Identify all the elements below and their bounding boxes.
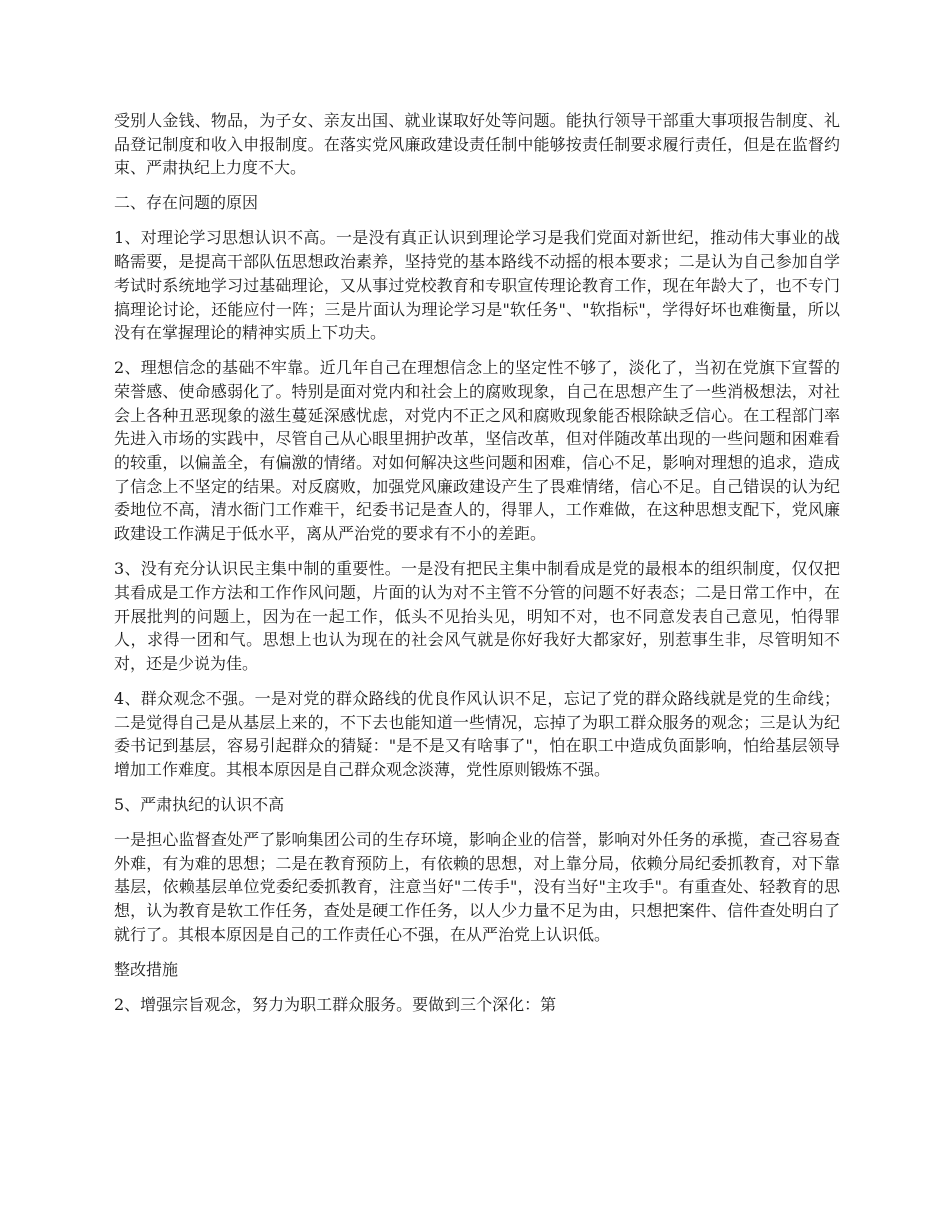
paragraph-measure-2: 2、增强宗旨观念，努力为职工群众服务。要做到三个深化：第 <box>114 994 557 1014</box>
paragraph-cause-3: 3、没有充分认识民主集中制的重要性。一是没有把民主集中制看成是党的最根本的组织制度，仅仅把其看成是工作方法和工作作风问题，片面的认为对不主管不分管的问题不好表态；二是日常工作中，在开展批判的问题上，因为在一起工作，低头不见抬头见，明知不对，也不同意发表自己意见，怕得罪人，求得一团和气。思想上也认为现在的社会风气就是你好我好大都家好，别惹事生非，尽管明知不对，还是少说为佳。 <box>114 559 840 673</box>
paragraph-intro: 受别人金钱、物品，为子女、亲友出国、就业谋取好处等问题。能执行领导干部重大事项报告制度、礼品登记制度和收入申报制度。在落实党风廉政建设责任制中能够按责任制要求履行责任，但是在监督约束、严肃执纪上力度不大。 <box>114 111 840 178</box>
section-heading-measures: 整改措施 <box>114 959 179 979</box>
paragraph-cause-1: 1、对理论学习思想认识不高。一是没有真正认识到理论学习是我们党面对新世纪，推动伟大事业的战略需要，是提高干部队伍思想政治素养，坚持党的基本路线不动摇的根本要求；二是认为自己参加自学考试时系统地学习过基础理论，又从事过党校教育和专职宣传理论教育工作，现在年龄大了，也不专门搞理论讨论，还能应付一阵；三是片面认为理论学习是"软任务"、"软指标"，学得好坏也难衡量，所以没有在掌握理论的精神实质上下功夫。 <box>114 228 840 343</box>
paragraph-cause-2: 2、理想信念的基础不牢靠。近几年自己在理想信念上的坚定性不够了，淡化了，当初在党旗下宣誓的荣誉感、使命感弱化了。特别是面对党内和社会上的腐败现象，自己在思想产生了一些消极想法，对社会上各种丑恶现象的滋生蔓延深感忧虑，对党内不正之风和腐败现象能否根除缺乏信心。在工程部门率先进入市场的实践中，尽管自己从心眼里拥护改革，坚信改革，但对伴随改革出现的一些问题和困难看的较重，以偏盖全，有偏激的情绪。对如何解决这些问题和困难，信心不足，影响对理想的追求，造成了信念上不坚定的结果。对反腐败，加强党风廉政建设产生了畏难情绪，信心不足。自己错误的认为纪委地位不高，清水衙门工作难干，纪委书记是查人的，得罪人，工作难做，在这种思想支配下，党风廉政建设工作满足于低水平，离从严治党的要求有不小的差距。 <box>114 358 840 544</box>
section-heading-causes: 二、存在问题的原因 <box>114 193 259 213</box>
paragraph-cause-5-title: 5、严肃执纪的认识不高 <box>114 795 285 815</box>
paragraph-cause-5-body: 一是担心监督查处严了影响集团公司的生存环境，影响企业的信誉，影响对外任务的承揽，查己容易查外难，有为难的思想；二是在教育预防上，有依赖的思想，对上靠分局，依赖分局纪委抓教育，对下靠基层，依赖基层单位党委纪委抓教育，注意当好"二传手"，没有当好"主攻手"。有重查处、轻教育的思想，认为教育是软工作任务，查处是硬工作任务，以人少力量不足为由，只想把案件、信件查处明白了就行了。其根本原因是自己的工作责任心不强，在从严治党上认识低。 <box>114 830 840 944</box>
paragraph-cause-4: 4、群众观念不强。一是对党的群众路线的优良作风认识不足，忘记了党的群众路线就是党的生命线；二是觉得自己是从基层上来的，不下去也能知道一些情况，忘掉了为职工群众服务的观念；三是认为纪委书记到基层，容易引起群众的猜疑："是不是又有啥事了"，怕在职工中造成负面影响，怕给基层领导增加工作难度。其根本原因是自己群众观念淡薄，党性原则锻炼不强。 <box>114 688 840 780</box>
document-body <box>114 109 840 1028</box>
